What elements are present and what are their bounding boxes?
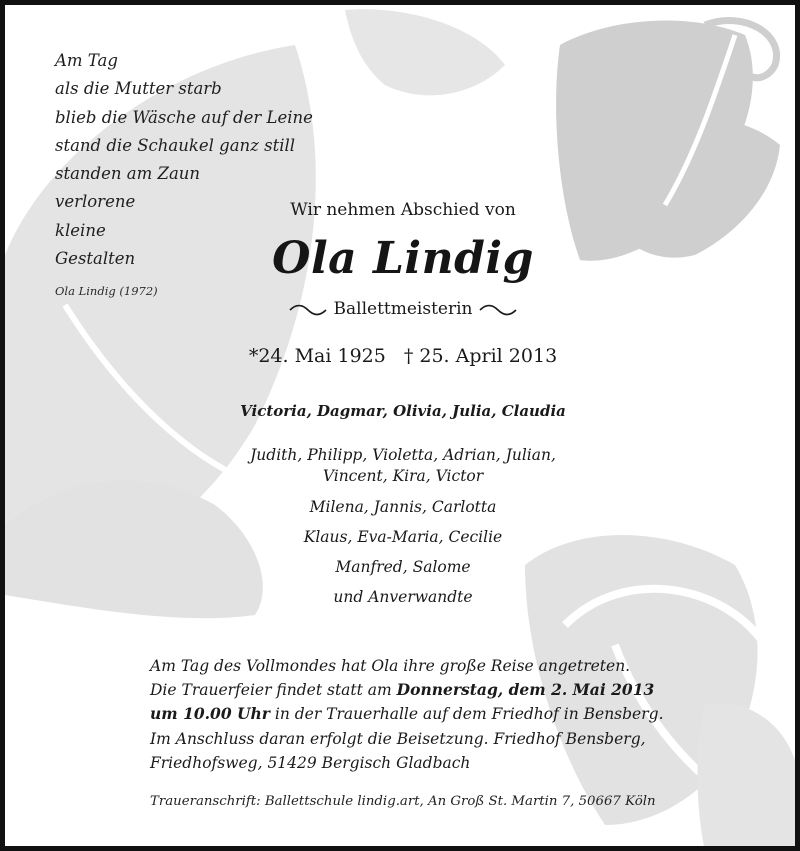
poem-line: verlorene bbox=[55, 192, 136, 212]
family-group: Klaus, Eva-Maria, Cecilie bbox=[303, 528, 503, 546]
funeral-date: Donnerstag, dem 2. Mai 2013 bbox=[396, 680, 655, 700]
birth-date: *24. Mai 1925 bbox=[248, 345, 386, 367]
notice-line: Am Tag des Vollmondes hat Ola ihre große Reise angetreten. bbox=[150, 657, 631, 675]
role-line bbox=[5, 299, 800, 319]
poem-line: standen am Zaun bbox=[55, 164, 201, 184]
poem-line: stand die Schaukel ganz still bbox=[55, 135, 296, 155]
leaf-shape-bottom-right-2 bbox=[698, 703, 800, 851]
funeral-notice bbox=[150, 654, 664, 775]
family-group-line: Vincent, Kira, Victor bbox=[322, 467, 484, 485]
poem-line: kleine bbox=[55, 220, 106, 240]
swash-left-icon bbox=[288, 304, 328, 316]
mourning-address: Traueranschrift: Ballettschule lindig.art, An Groß St. Martin 7, 50667 Köln bbox=[150, 794, 656, 809]
death-date: † 25. April 2013 bbox=[403, 345, 558, 367]
children-names: Victoria, Dagmar, Olivia, Julia, Claudia bbox=[240, 402, 566, 420]
leaf-shape-top bbox=[345, 9, 505, 95]
notice-line bbox=[150, 702, 664, 726]
swash-right-icon bbox=[478, 304, 518, 316]
notice-text: Die Trauerfeier findet statt am bbox=[150, 681, 397, 700]
poem-line: blieb die Wäsche auf der Leine bbox=[55, 107, 313, 127]
notice-line: Friedhofsweg, 51429 Bergisch Gladbach bbox=[150, 753, 471, 772]
deceased-name: Ola Lindig bbox=[272, 233, 534, 284]
notice-line: Im Anschluss daran erfolgt die Beisetzung. Friedhof Bensberg, bbox=[150, 729, 646, 748]
notice-text: in der Trauerhalle auf dem Friedhof in Bensberg. bbox=[269, 705, 664, 724]
family-group: Milena, Jannis, Carlotta bbox=[309, 498, 497, 516]
relatives-line: und Anverwandte bbox=[333, 588, 473, 606]
role-text: Ballettmeisterin bbox=[333, 299, 473, 319]
family-group bbox=[5, 445, 800, 487]
poem-line: Am Tag bbox=[55, 51, 118, 70]
family-group: Manfred, Salome bbox=[335, 558, 471, 576]
poem-credit: Ola Lindig (1972) bbox=[55, 284, 158, 298]
life-dates bbox=[5, 345, 800, 367]
poem-line: als die Mutter starb bbox=[55, 79, 222, 99]
family-group-line: Judith, Philipp, Violetta, Adrian, Julian, bbox=[250, 446, 556, 464]
notice-line bbox=[150, 678, 664, 702]
funeral-time: um 10.00 Uhr bbox=[150, 704, 270, 724]
poem-line: Gestalten bbox=[55, 249, 136, 269]
intro-text: Wir nehmen Abschied von bbox=[290, 200, 516, 220]
